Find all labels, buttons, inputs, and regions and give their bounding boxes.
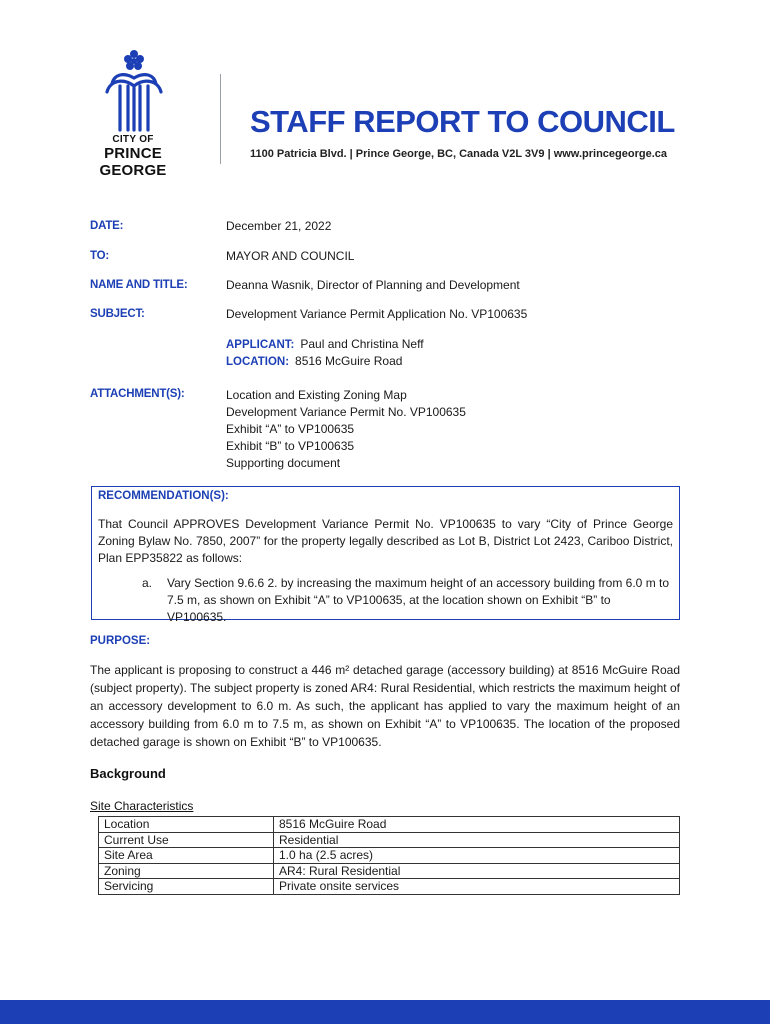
recommendation-item-marker: a.: [142, 576, 153, 590]
location-value: 8516 McGuire Road: [295, 354, 403, 368]
background-heading: Background: [90, 766, 166, 781]
location-row: [226, 354, 402, 368]
table-row: [99, 879, 680, 895]
date-value: December 21, 2022: [226, 219, 332, 233]
attachment-item: Exhibit “B” to VP100635: [226, 439, 355, 453]
table-cell-value: Private onsite services: [274, 879, 680, 895]
to-value: MAYOR AND COUNCIL: [226, 249, 355, 263]
table-cell-key: Site Area: [99, 848, 274, 864]
attachments-label: ATTACHMENT(S):: [90, 388, 185, 400]
table-row: [99, 848, 680, 864]
recommendation-item-text: Vary Section 9.6.6 2. by increasing the maximum height of an accessory building from 6.0 m to 7.5 m, as shown on Exhibit “A” to VP100635, at the location shown on Exhibit “B” to VP100635.: [167, 576, 670, 624]
recommendation-text: That Council APPROVES Development Variance Permit No. VP100635 to vary “City of Prince George Zoning Bylaw No. 7850, 2007” for the property legally described as Lot B, District Lot 2423, Cariboo District, Plan EPP35822 as follows:: [98, 517, 673, 565]
applicant-label: APPLICANT:: [226, 339, 295, 351]
name-title-value: Deanna Wasnik, Director of Planning and Development: [226, 278, 520, 292]
table-cell-key: Servicing: [99, 879, 274, 895]
city-address: 1100 Patricia Blvd. | Prince George, BC, Canada V2L 3V9 | www.princegeorge.ca: [250, 148, 667, 160]
table-cell-key: Current Use: [99, 832, 274, 848]
site-characteristics-table: [98, 816, 680, 895]
attachments-list: [226, 387, 466, 472]
attachment-item: Supporting document: [226, 456, 341, 470]
city-emblem-icon: [104, 48, 164, 132]
name-title-label: NAME AND TITLE:: [90, 279, 188, 291]
table-cell-value: 8516 McGuire Road: [274, 817, 680, 833]
attachment-item: Exhibit “A” to VP100635: [226, 422, 355, 436]
site-characteristics-heading: Site Characteristics: [90, 799, 194, 813]
subject-label: SUBJECT:: [90, 308, 145, 320]
attachment-item: Location and Existing Zoning Map: [226, 388, 407, 402]
location-label: LOCATION:: [226, 356, 290, 368]
header-divider: [220, 74, 221, 164]
table-row: [99, 817, 680, 833]
purpose-label: PURPOSE:: [90, 635, 151, 647]
date-label: DATE:: [90, 220, 124, 232]
attachment-item: Development Variance Permit No. VP100635: [226, 405, 466, 419]
applicant-value: Paul and Christina Neff: [300, 337, 424, 351]
city-logo: [74, 48, 194, 179]
logo-line-city-name: PRINCE GEORGE: [99, 145, 167, 179]
purpose-text: The applicant is proposing to construct a 446 m² detached garage (accessory building) at 8516 McGuire Road (subject property). The subject property is zoned AR4: Rural Residential, which restricts the maximum height of an accessory development to 6.0 m. As such, the applicant has applied to vary the maximum height of an accessory building from 6.0 m to 7.5 m, as shown on Exhibit “A” to VP100635. The location of the proposed detached garage is shown on Exhibit “B” to VP100635.: [90, 663, 680, 749]
table-cell-key: Location: [99, 817, 274, 833]
table-row: [99, 832, 680, 848]
report-title: STAFF REPORT TO COUNCIL: [250, 104, 675, 139]
applicant-row: [226, 337, 424, 351]
table-cell-value: 1.0 ha (2.5 acres): [274, 848, 680, 864]
table-row: [99, 863, 680, 879]
to-label: TO:: [90, 250, 109, 262]
table-cell-value: AR4: Rural Residential: [274, 863, 680, 879]
table-cell-key: Zoning: [99, 863, 274, 879]
table-cell-value: Residential: [274, 832, 680, 848]
subject-value: Development Variance Permit Application No. VP100635: [226, 307, 528, 321]
logo-line-city-of: CITY OF: [112, 134, 154, 145]
recommendation-label: RECOMMENDATION(S):: [98, 490, 229, 502]
footer-bar: [0, 1000, 770, 1024]
recommendation-box: [91, 486, 680, 624]
